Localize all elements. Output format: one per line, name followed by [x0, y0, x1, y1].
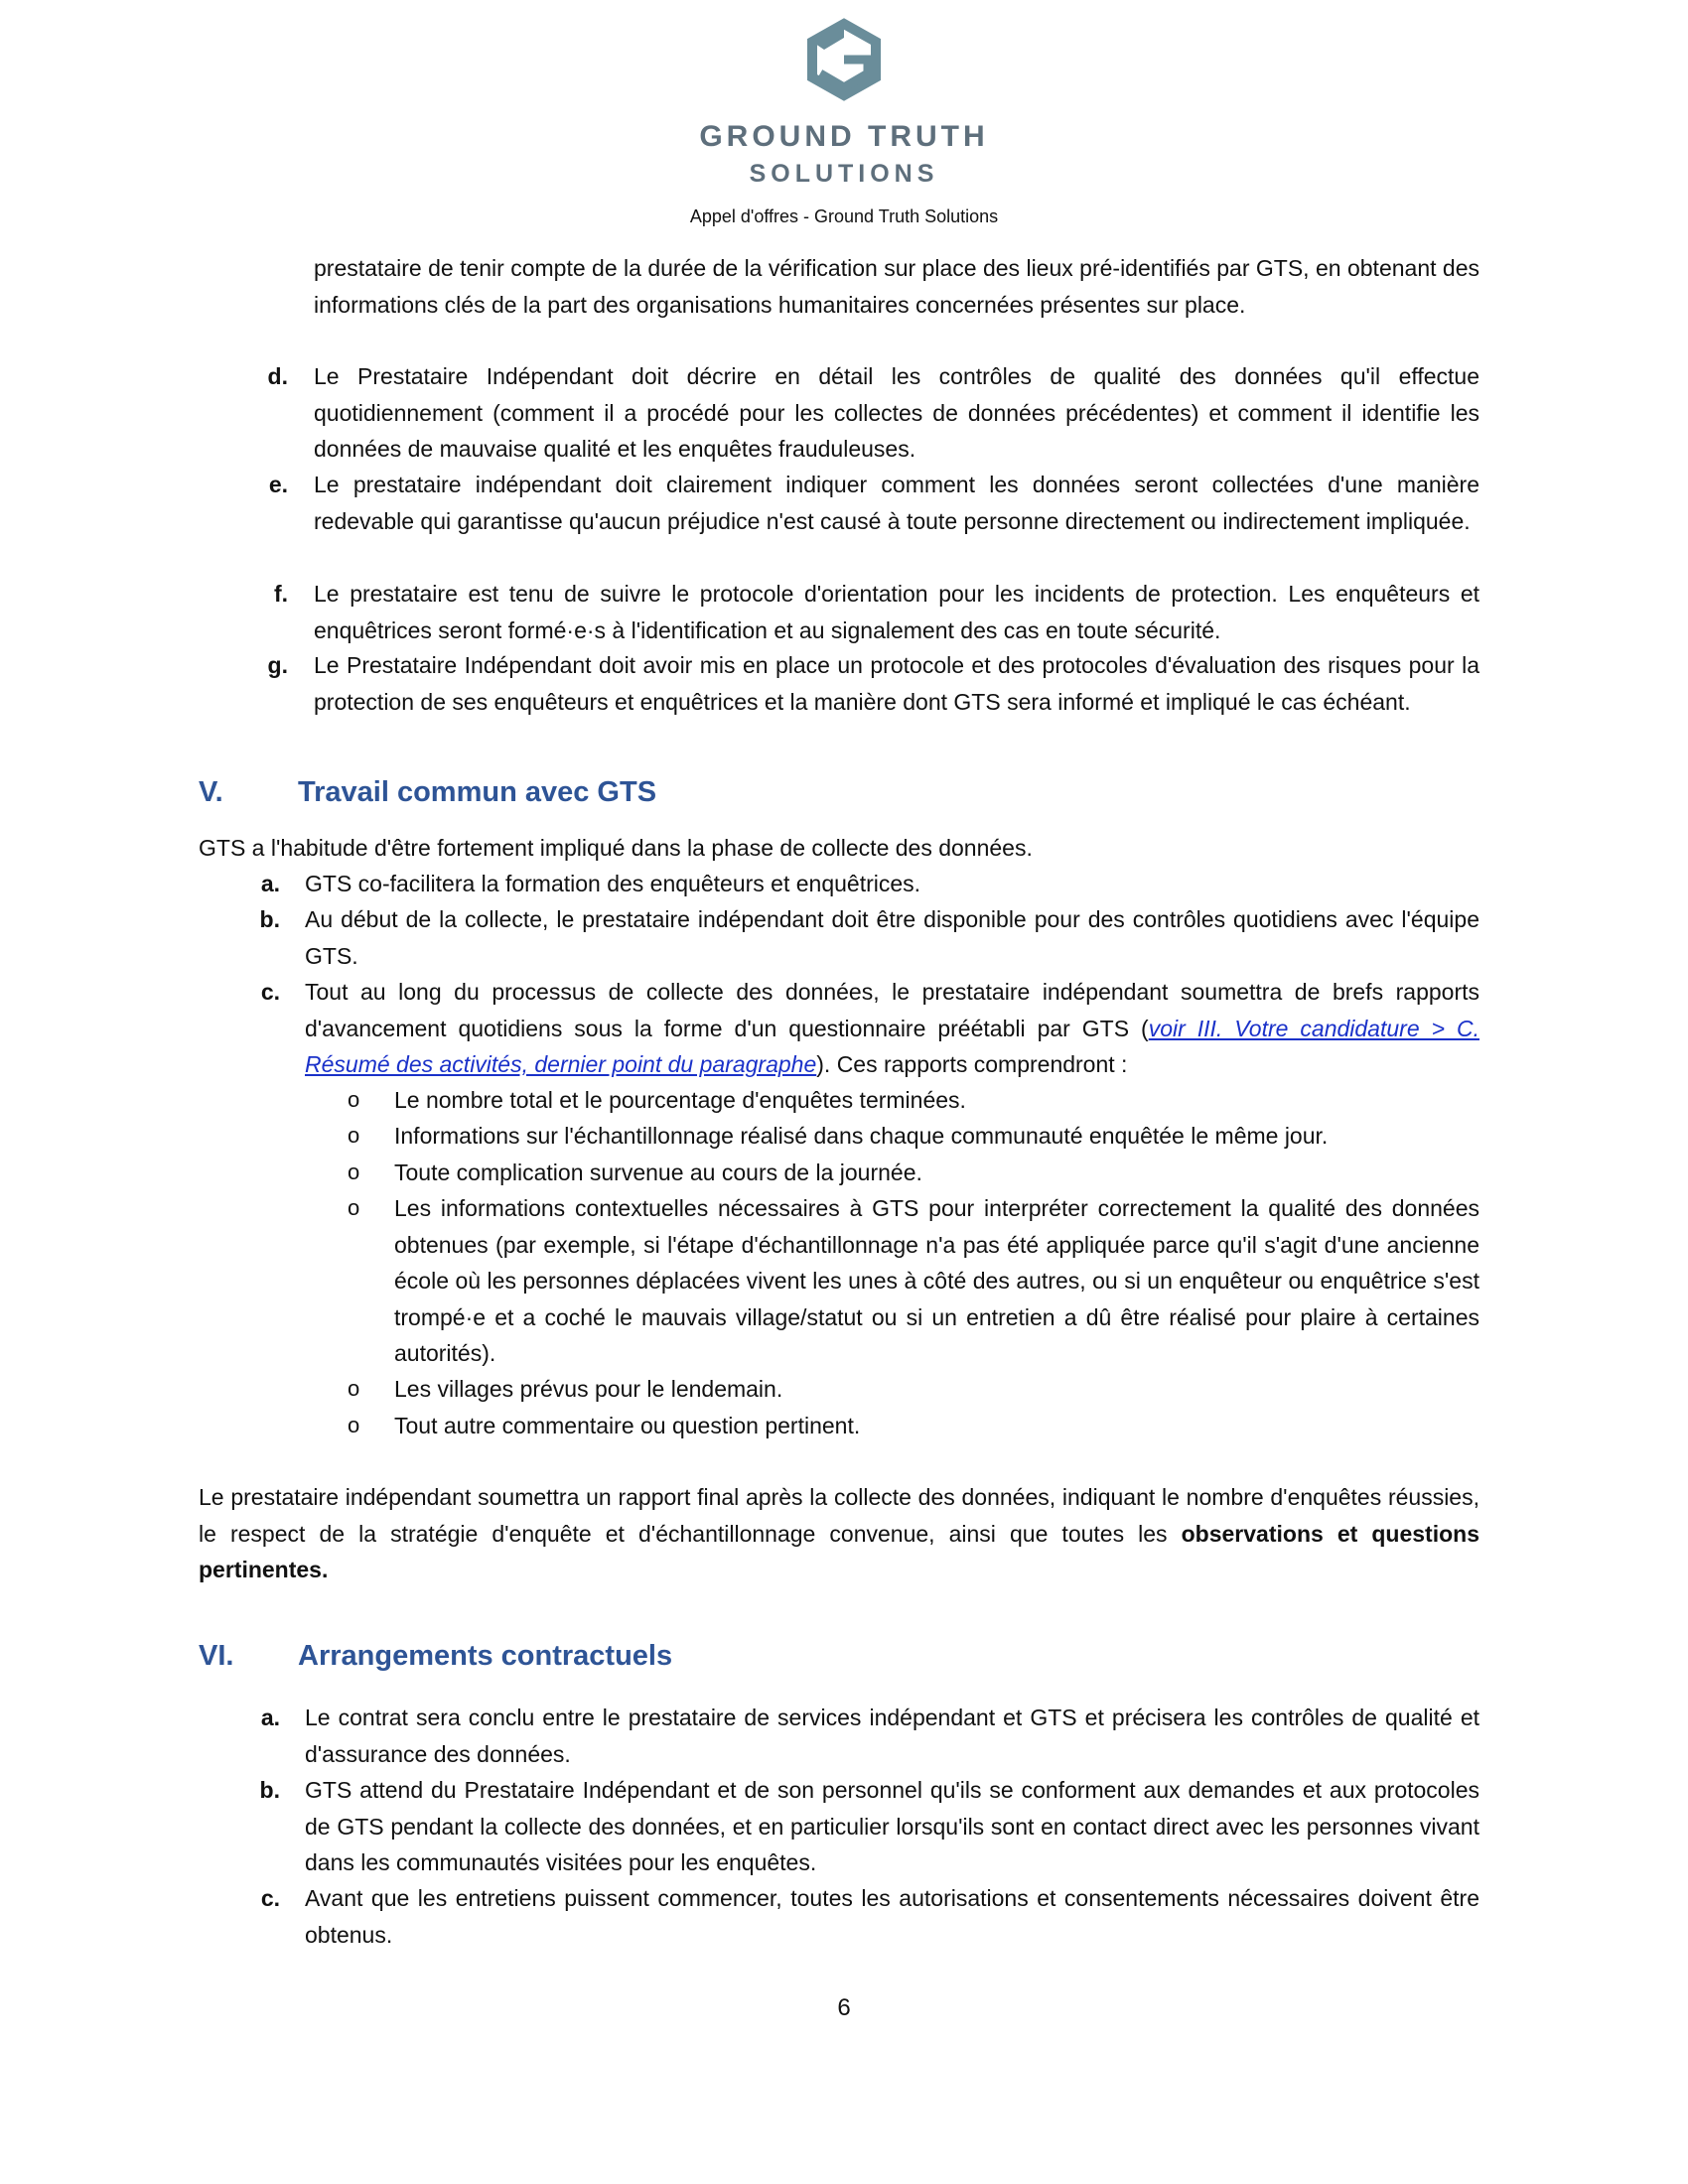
list-label: e.: [268, 472, 288, 497]
list-label: g.: [267, 652, 288, 678]
list-item-text: [305, 974, 1479, 1083]
list-label: a.: [260, 1705, 280, 1730]
bullet-text: Informations sur l'échantillonnage réalisé dans chaque communauté enquêtée le même jour.: [394, 1123, 1329, 1149]
bullet-marker: o: [348, 1160, 360, 1184]
closing-text: Le prestataire indépendant soumettra un rapport final après la collecte des données, indiquant le nombre d'enquêtes réussies, le respect de la stratégie d'enquête et d'échantillonnage convenue, ainsi que toutes les: [199, 1484, 1479, 1547]
list-item-text: GTS attend du Prestataire Indépendant et de son personnel qu'ils se conforment aux demandes et aux protocoles de GTS pendant la collecte des données, et en particulier lorsqu'ils sont en contact direct avec les personnes vivant dans les communautés visitées pour les enquêtes.: [305, 1777, 1479, 1875]
bullet-marker: o: [348, 1413, 360, 1437]
bullet-text: Tout autre commentaire ou question pertinent.: [394, 1413, 861, 1438]
list-item-text: Le prestataire indépendant doit clairement indiquer comment les données seront collectées d'une manière redevable qui garantisse qu'aucun préjudice n'est causé à toute personne directement ou indirectement impliquée.: [314, 472, 1479, 534]
bullet-text: Les informations contextuelles nécessaires à GTS pour interpréter correctement la qualité des données obtenues (par exemple, si l'étape d'échantillonnage n'a pas été appliquée parce qu'il s'agit d'une ancienne école où les personnes déplacées vivent les unes à côté des autres, ou si un enquêteur ou enquêtrice s'est trompé·e et a coché le mauvais village/statut ou si un entretien a dû être réalisé pour plaire à certaines autorités).: [394, 1195, 1479, 1366]
list-item-text: Au début de la collecte, le prestataire indépendant doit être disponible pour des contrôles quotidiens avec l'équipe GTS.: [305, 906, 1479, 969]
bullet-text: Le nombre total et le pourcentage d'enquêtes terminées.: [394, 1087, 966, 1113]
list-item-text-end: ). Ces rapports comprendront :: [816, 1051, 1128, 1077]
section-intro: GTS a l'habitude d'être fortement impliqué dans la phase de collecte des données.: [199, 835, 1033, 861]
list-label: f.: [273, 581, 288, 607]
bullet-text: Les villages prévus pour le lendemain.: [394, 1376, 783, 1402]
gts-hexagon-logo-icon: [806, 18, 882, 101]
list-item-text: Le Prestataire Indépendant doit avoir mis en place un protocole et des protocoles d'évaluation des risques pour la protection de ses enquêteurs et enquêtrices et la manière dont GTS sera informé et impliqué le cas échéant.: [314, 652, 1479, 715]
list-label: b.: [259, 906, 280, 932]
continuation-paragraph: prestataire de tenir compte de la durée de la vérification sur place des lieux pré-identifiés par GTS, en obtenant des informations clés de la part des organisations humanitaires concernées présentes sur place.: [314, 255, 1479, 318]
list-item-text: Le contrat sera conclu entre le prestataire de services indépendant et GTS et précisera les contrôles de qualité et d'assurance des données.: [305, 1705, 1479, 1767]
list-label: d.: [267, 363, 288, 389]
bullet-marker: o: [348, 1123, 360, 1148]
list-label: c.: [260, 1885, 280, 1911]
closing-paragraph: [199, 1479, 1479, 1588]
list-label: b.: [259, 1777, 280, 1803]
bullet-marker: o: [348, 1087, 360, 1112]
section-heading: [199, 1636, 672, 1676]
page-number: 6: [837, 1994, 851, 2021]
brand-name-line2: SOLUTIONS: [749, 160, 939, 188]
brand-name-line1: GROUND TRUTH: [699, 120, 989, 153]
list-item-text: GTS co-facilitera la formation des enquêteurs et enquêtrices.: [305, 871, 921, 896]
section-number: VI.: [199, 1640, 234, 1672]
cross-reference-link[interactable]: voir III. Votre candidature > C. Résumé des activités, dernier point du paragraphe: [305, 1015, 1479, 1077]
list-label: a.: [260, 871, 280, 896]
list-item-text: Avant que les entretiens puissent commencer, toutes les autorisations et consentements nécessaires doivent être obtenus.: [305, 1885, 1479, 1948]
closing-bold-text: observations et questions pertinentes.: [199, 1520, 1479, 1582]
running-header: Appel d'offres - Ground Truth Solutions: [689, 206, 999, 226]
bullet-marker: o: [348, 1376, 360, 1401]
bullet-marker: o: [348, 1195, 360, 1220]
header-logo: [0, 18, 1688, 189]
list-item-text: Le prestataire est tenu de suivre le protocole d'orientation pour les incidents de protection. Les enquêteurs et enquêtrices seront formé·e·s à l'identification et au signalement des cas en toute sécurité.: [314, 581, 1479, 643]
section-heading: [199, 772, 656, 812]
section-number: V.: [199, 776, 223, 808]
section-title: Travail commun avec GTS: [298, 776, 657, 808]
bullet-text: Toute complication survenue au cours de la journée.: [394, 1160, 922, 1185]
list-item-text: Le Prestataire Indépendant doit décrire en détail les contrôles de qualité des données qu'il effectue quotidiennement (comment il a procédé pour les collectes de données précédentes) et comment il identifie les données de mauvaise qualité et les enquêtes frauduleuses.: [314, 363, 1479, 462]
list-label: c.: [260, 979, 280, 1005]
section-title: Arrangements contractuels: [298, 1640, 673, 1672]
list-item-text-start: Tout au long du processus de collecte des données, le prestataire indépendant soumettra de brefs rapports d'avancement quotidiens sous la forme d'un questionnaire préétabli par GTS (: [305, 979, 1479, 1041]
